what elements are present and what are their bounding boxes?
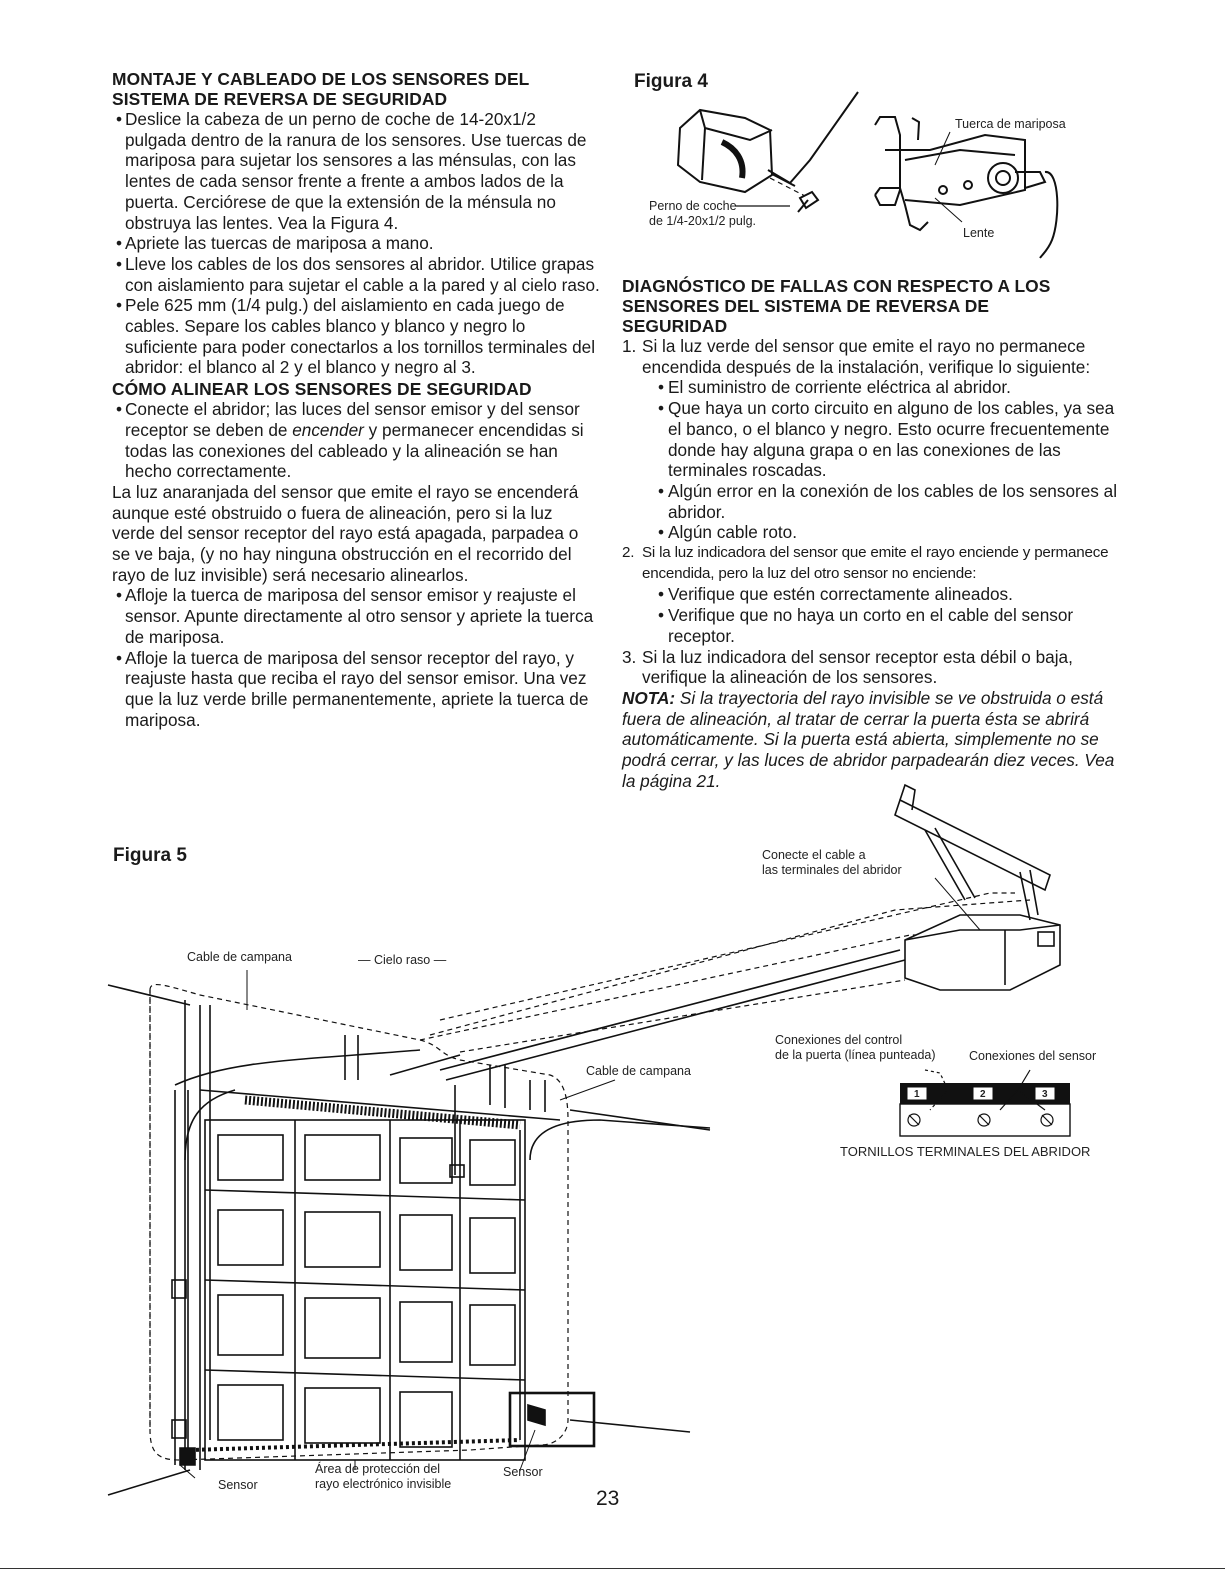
item-1-sub-1: • El suministro de corriente eléctrica al abridor. — [622, 377, 1122, 398]
terminal-2-label: 2 — [980, 1089, 986, 1100]
item-1: 1. Si la luz verde del sensor que emite el rayo no permanece encendida después de la instalación, verifique lo siguiente: — [622, 336, 1091, 377]
figure-5-title: Figura 5 — [113, 845, 187, 866]
bullet-apriete: • Apriete las tuercas de mariposa a mano. — [112, 233, 600, 254]
terminal-3-label: 3 — [1042, 1089, 1048, 1100]
label-area-proteccion: Área de protección del rayo electrónico invisible — [315, 1462, 452, 1491]
label-cielo-raso: — Cielo raso — — [358, 953, 447, 967]
heading-montaje: MONTAJE Y CABLEADO DE LOS SENSORES DEL SISTEMA DE REVERSA DE SEGURIDAD — [112, 69, 530, 109]
note: NOTA: Si la trayectoria del rayo invisible se ve obstruida o está fuera de alineación, al tratar de cerrar la puerta ésta se abrirá automáticamente. Si la puerta está abierta, simplemente no se podrá cerrar, y las luces de abridor parpadearán diez veces. Vea la página 21. — [622, 687, 1115, 791]
heading-alinear: CÓMO ALINEAR LOS SENSORES DE SEGURIDAD — [112, 379, 532, 400]
label-tornillos-terminales: TORNILLOS TERMINALES DEL ABRIDOR — [840, 1144, 1091, 1159]
paragraph-luz-anaranjada: La luz anaranjada del sensor que emite el rayo se encenderá aunque esté obstruido o fuera de alineación, pero si la luz verde del sensor receptor del rayo está apagada, parpadea o se ve baja, (y no hay ninguna obstrucción en el recorrido del rayo de luz invisible) será necesario alinearlos. — [112, 481, 579, 585]
label-sensor-left: Sensor — [218, 1478, 258, 1492]
item-2-sub-2: • Verifique que no haya un corto en el cable del sensor receptor. — [622, 605, 1122, 646]
heading-diagnostico: DIAGNÓSTICO DE FALLAS CON RESPECTO A LOS SENSORES DEL SISTEMA DE REVERSA DE SEGURIDAD — [622, 276, 1051, 336]
item-1-sub-4: • Algún cable roto. — [622, 522, 1122, 543]
label-conexiones-sensor: Conexiones del sensor — [969, 1049, 1097, 1063]
label-tuerca-mariposa: Tuerca de mariposa — [955, 117, 1066, 131]
label-cable-campana-2: Cable de campana — [586, 1064, 691, 1078]
label-sensor-right: Sensor — [503, 1465, 543, 1479]
label-conexiones-control: Conexiones del control de la puerta (línea punteada) — [775, 1033, 936, 1062]
item-2-sub-1: • Verifique que estén correctamente alineados. — [622, 584, 1122, 605]
item-1-sub-3: • Algún error en la conexión de los cables de los sensores al abridor. — [622, 481, 1122, 522]
label-perno-coche: Perno de coche de 1/4-20x1/2 pulg. — [649, 199, 757, 228]
label-conecte-cable: Conecte el cable a las terminales del abridor — [762, 848, 902, 877]
figure-4-title: Figura 4 — [634, 71, 708, 92]
item-3: 3. Si la luz indicadora del sensor receptor esta débil o baja, verifique la alineación de los sensores. — [622, 646, 1073, 688]
bullet-pele: • Pele 625 mm (1/4 pulg.) del aislamiento en cada juego de cables. Separe los cables blanco y blanco y negro lo suficiente para poder conectarlos a los tornillos terminales del abridor: el blanco al 2 y el blanco y negro al 3. — [112, 295, 600, 378]
label-cable-campana-1: Cable de campana — [187, 950, 292, 964]
page-number: 23 — [596, 1487, 620, 1510]
label-lente: Lente — [963, 226, 995, 240]
bullet-deslice: • Deslice la cabeza de un perno de coche de 14-20x1/2 pulgada dentro de la ranura de los sensores. Use tuercas de mariposa para sujetar los sensores a las ménsulas, con las lentes de cada sensor frente a frente a ambos lados de la puerta. Cerciórese de que la extensión de la ménsula no obstruya las lentes. Vea la Figura 4. — [112, 109, 600, 233]
bullet-afloje-emisor: • Afloje la tuerca de mariposa del sensor emisor y reajuste el sensor. Apunte directamente al otro sensor y apriete la tuerca de mariposa. — [112, 585, 600, 647]
bullet-afloje-receptor: • Afloje la tuerca de mariposa del sensor receptor del rayo, y reajuste hasta que reciba el rayo del sensor emisor. Una vez que la luz verde brille permanentemente, apriete la tuerca de mariposa. — [112, 648, 600, 731]
item-2: 2. Si la luz indicadora del sensor que emite el rayo enciende y permanece encendida, pero la luz del otro sensor no enciende: — [622, 544, 1109, 582]
item-1-sub-2: • Que haya un corto circuito en alguno de los cables, ya sea el banco, o el blanco y negro. Esto ocurre frecuentemente donde hay alguna grapa o en las conexiones de las terminales roscadas. — [622, 398, 1122, 481]
terminal-1-label: 1 — [914, 1089, 920, 1100]
bottom-rule — [0, 1568, 1225, 1569]
bullet-lleve: • Lleve los cables de los dos sensores al abridor. Utilice grapas con aislamiento para sujetar el cable a la pared y al cielo raso. — [112, 254, 600, 295]
bullet-conecte: • Conecte el abridor; las luces del sensor emisor y del sensor receptor se deben de encender y permanecer encendidas si todas las conexiones del cableado y la alineación se han hecho correctamente. — [112, 399, 600, 482]
